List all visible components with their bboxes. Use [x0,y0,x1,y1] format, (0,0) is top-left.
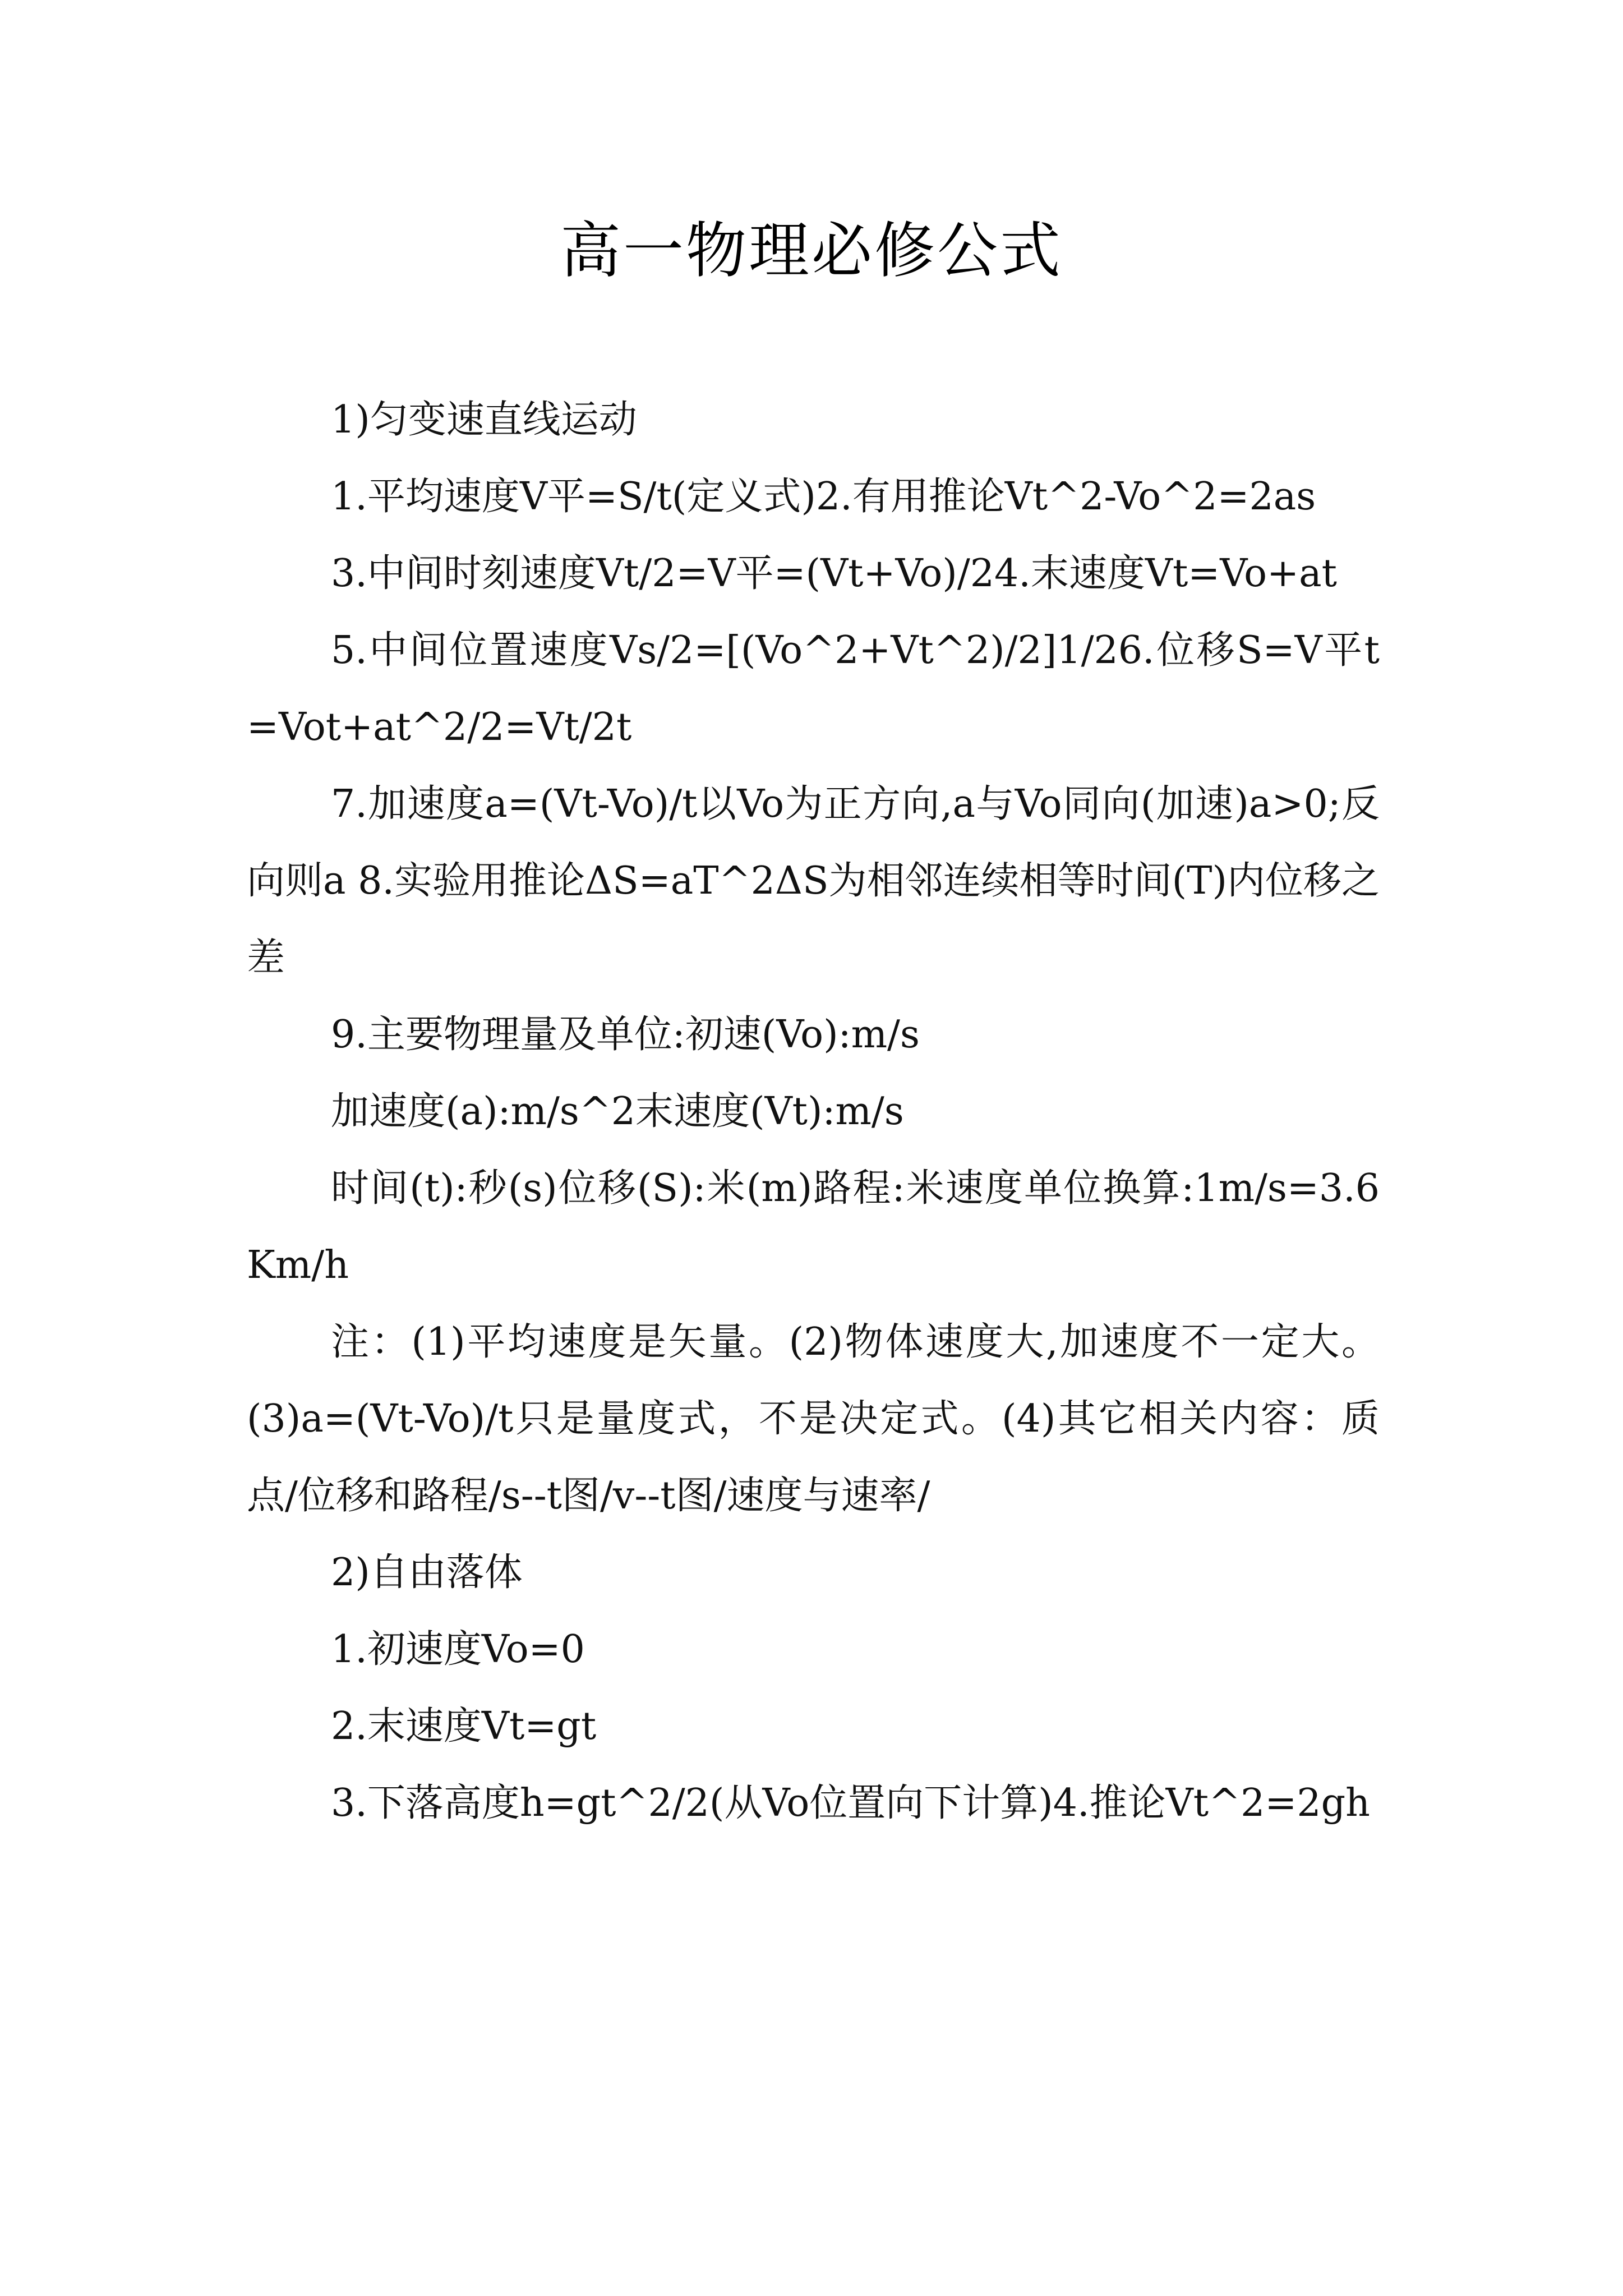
paragraph: 1.初速度Vo=0 [331,1627,585,1672]
paragraph: 9.主要物理量及单位:初速(Vo):m/s [331,1013,920,1057]
paragraph: 3.下落高度h=gt^2/2(从Vo位置向下计算)4.推论Vt^2=2gh [331,1781,1370,1825]
page-title: 高一物理必修公式 [560,216,1063,286]
section-heading: 2)自由落体 [331,1550,523,1595]
note-paragraph: 注：(1)平均速度是矢量。(2)物体速度大,加速度不一定大。(3)a=(Vt-Vo)/t只是量度式，不是决定式。(4)其它相关内容：质点/位移和路程/s--t图/v--t图/速度与速率/ [247,1320,1380,1518]
paragraph: 3.中间时刻速度Vt/2=V平=(Vt+Vo)/24.末速度Vt=Vo+at [331,551,1337,596]
paragraph: 加速度(a):m/s^2末速度(Vt):m/s [331,1089,904,1134]
paragraph: 时间(t):秒(s)位移(S):米(m)路程:米速度单位换算:1m/s=3.6Km/h [247,1166,1380,1287]
paragraph: 5.中间位置速度Vs/2=[(Vo^2+Vt^2)/2]1/26.位移S=V平t=Vot+at^2/2=Vt/2t [247,628,1380,749]
document-body [247,381,1380,1842]
paragraph: 7.加速度a=(Vt-Vo)/t以Vo为正方向,a与Vo同向(加速)a>0;反向则a 8.实验用推论ΔS=aT^2ΔS为相邻连续相等时间(T)内位移之差 [247,782,1380,980]
paragraph: 1.平均速度V平=S/t(定义式)2.有用推论Vt^2-Vo^2=2as [331,475,1316,519]
paragraph: 2.末速度Vt=gt [331,1704,597,1749]
section-heading: 1)匀变速直线运动 [331,398,637,442]
